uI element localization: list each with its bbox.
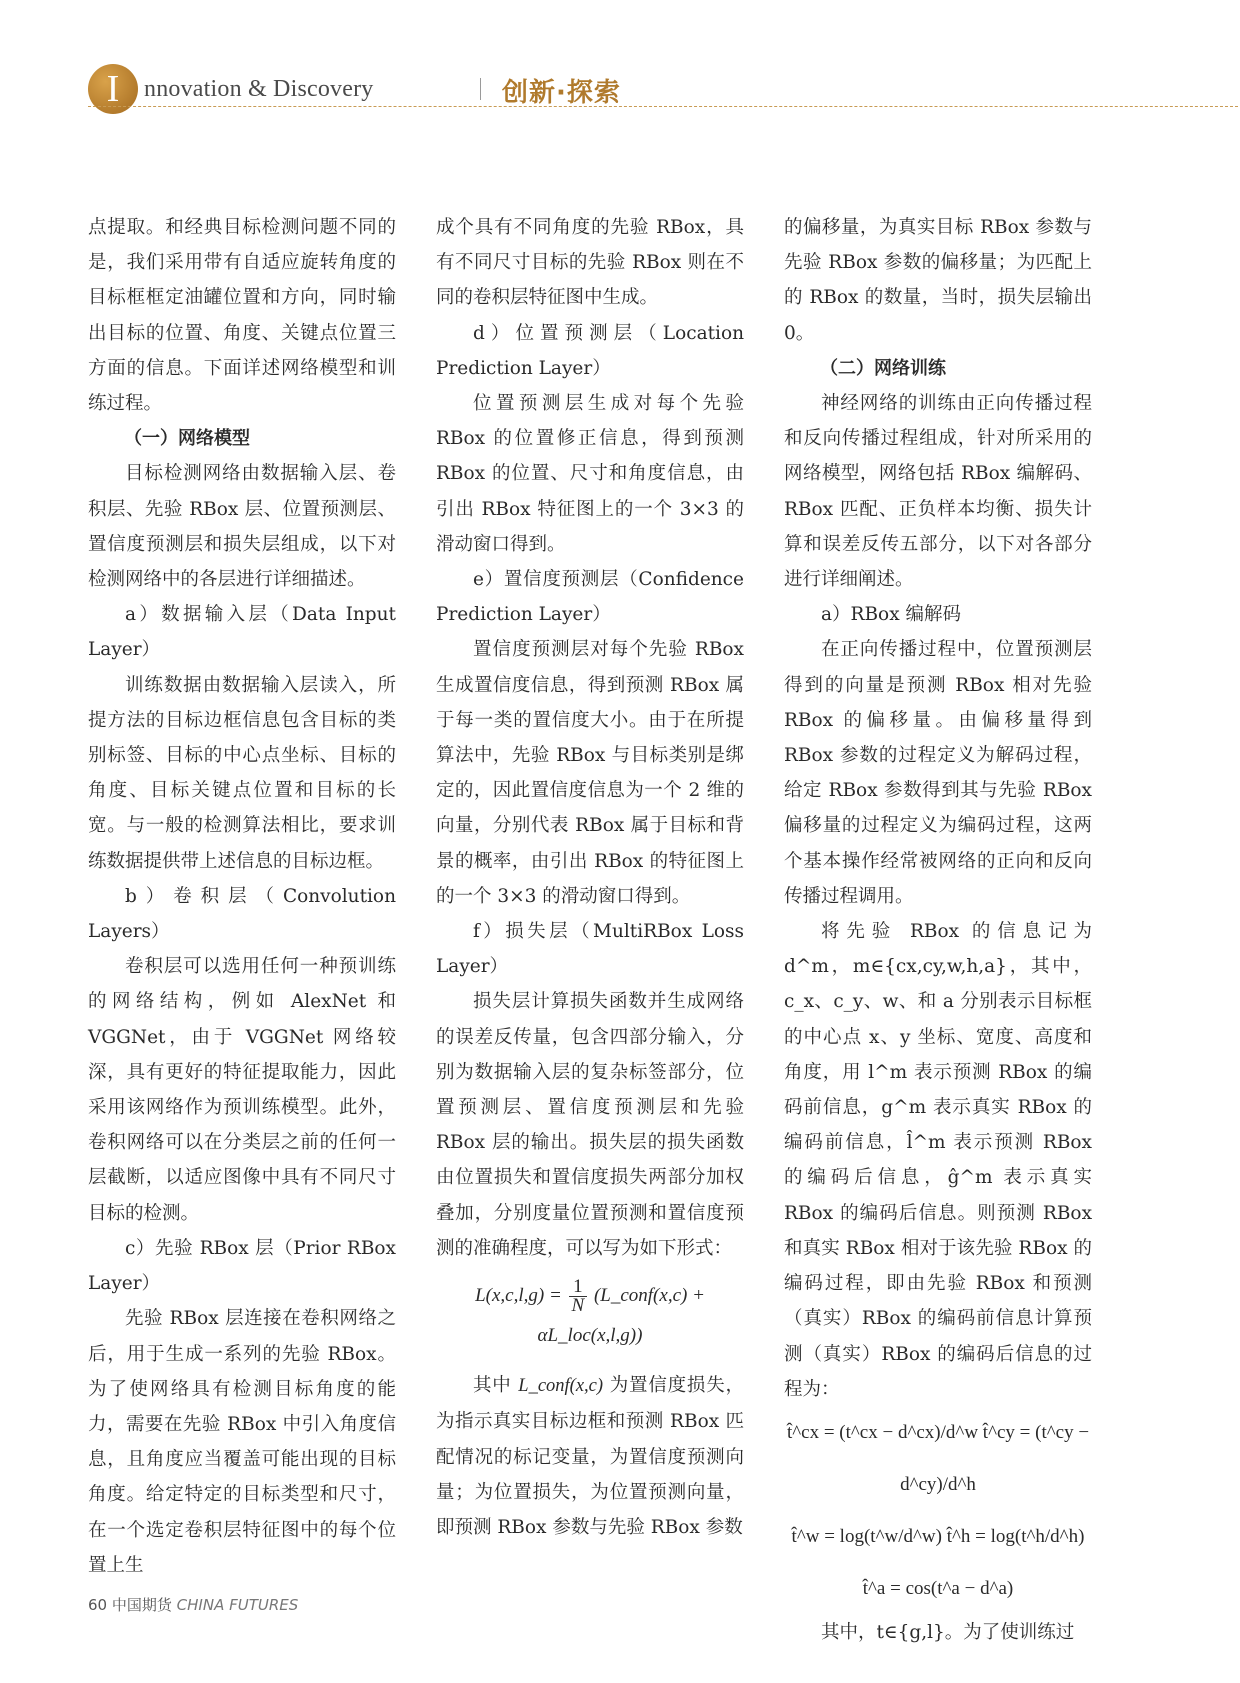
paragraph-text: 其中 (473, 1375, 512, 1397)
column-2 (436, 210, 744, 1545)
paragraph: 损失层计算损失函数并生成网络的误差反传量，包含四部分输入，分别为数据输入层的复杂标签部分，位置预测层、置信度预测层和先验 RBox 层的输出。损失层的损失函数由位置损失和置信度损失两部分加权叠加，分别度量位置预测和置信度预测的准确程度，可以写为如下形式： (436, 991, 744, 1259)
paragraph: 在正向传播过程中，位置预测层得到的向量是预测 RBox 相对先验 RBox 的偏移量。由偏移量得到 RBox 参数的过程定义为解码过程，给定 RBox 参数得到其与先验 RBox 偏移量的过程定义为编码过程，这两个基本操作经常被网络的正向和反向传播过程调用。 (784, 639, 1092, 907)
subsection-heading: a）RBox 编解码 (821, 604, 962, 626)
equation-fraction (569, 1278, 588, 1315)
paragraph (436, 1368, 744, 1545)
paragraph: 位置预测层生成对每个先验 RBox 的位置修正信息，得到预测 RBox 的位置、尺寸和角度信息，由引出 RBox 特征图上的一个 3×3 的滑动窗口得到。 (436, 393, 744, 555)
section-heading: （二）网络训练 (820, 357, 946, 379)
subsection-heading: e）置信度预测层（Confidence Prediction Layer） (436, 569, 744, 626)
subsection-heading: c）先验 RBox 层（Prior RBox Layer） (88, 1237, 396, 1295)
paragraph: 置信度预测层对每个先验 RBox 生成置信度信息，得到预测 RBox 属于每一类的置信度大小。由于在所提算法中，先验 RBox 与目标类别是绑定的，因此置信度信息为一个 2 维的向量，分别代表 RBox 属于目标和背景的概率，由引出 RBox 的特征图上的一个 3×3 的滑动窗口得到。 (436, 639, 744, 907)
section-title-cn: 创新·探索 (502, 78, 621, 108)
magazine-name-cn: 中国期货 (111, 1596, 172, 1614)
paragraph: 训练数据由数据输入层读入，所提方法的目标边框信息包含目标的类别标签、目标的中心点坐标、目标的角度、目标关键点位置和目标的长宽。与一般的检测算法相比，要求训练数据提供带上述信息的目标边框。 (88, 674, 396, 872)
subsection-heading: f）损失层（MultiRBox Loss Layer） (436, 921, 744, 978)
paragraph: 的偏移量，为真实目标 RBox 参数与先验 RBox 参数的偏移量；为匹配上的 RBox 的数量，当时，损失层输出 0。 (784, 217, 1092, 344)
subsection-heading: d）位置预测层（Location Prediction Layer） (436, 322, 744, 379)
equation-rhs: (L_conf(x,c) + αL_loc(x,l,g)) (537, 1285, 705, 1347)
magazine-name-en: CHINA FUTURES (176, 1596, 299, 1614)
paragraph: 先验 RBox 层连接在卷积网络之后，用于生成一系列的先验 RBox。为了使网络具有检测目标角度的能力，需要在先验 RBox 中引入角度信息，且角度应当覆盖可能出现的目标角度。给定特定的目标类型和尺寸，在一个选定卷积层特征图中的每个位置上生 (88, 1308, 396, 1576)
page-number: 60 (88, 1596, 108, 1614)
section-heading: （一）网络模型 (124, 428, 250, 450)
fraction-numerator: 1 (569, 1278, 588, 1297)
paragraph: 将先验 RBox 的信息记为 d^m，m∈{cx,cy,w,h,a}，其中，c_x、c_y、w、和 a 分别表示目标框的中心点 x、y 坐标、宽度、高度和角度，用 l^m 表示预测 RBox 的编码前信息，g^m 表示真实 RBox 的编码前信息，l̂^m 表示预测 RBox 的编码后信息，ĝ^m 表示真实 RBox 的编码后信息。则预测 RBox 和真实 RBox 相对于该先验 RBox 的编码过程，即由先验 RBox 和预测（真实）RBox 的编码前信息计算预测（真实）RBox 的编码后信息的过程为： (784, 921, 1092, 1400)
section-logo-letter: I (106, 68, 120, 110)
paragraph-text: 为置信度损失，为指示真实目标边框和预测 RBox 匹配情况的标记变量，为置信度预测向量；为位置损失，为位置预测向量，即预测 RBox 参数与先验 RBox 参数 (436, 1375, 744, 1538)
column-1 (88, 210, 396, 1583)
encoding-equation-2: t̂^w = log(t^w/d^w) t̂^h = log(t^h/d^h) (791, 1525, 1085, 1547)
page-footer (88, 1594, 298, 1615)
inline-math: L_conf(x,c) (518, 1376, 604, 1397)
subsection-heading: a）数据输入层（Data Input Layer） (88, 604, 396, 661)
paragraph: 目标检测网络由数据输入层、卷积层、先验 RBox 层、位置预测层、置信度预测层和损失层组成，以下对检测网络中的各层进行详细描述。 (88, 463, 396, 591)
column-3 (784, 210, 1092, 1650)
header-dashed-rule (88, 106, 1238, 107)
encoding-equation-1: t̂^cx = (t^cx − d^cx)/d^w t̂^cy = (t^cy − d^cy)/d^h (786, 1421, 1090, 1495)
paragraph: 成个具有不同角度的先验 RBox，具有不同尺寸目标的先验 RBox 则在不同的卷积层特征图中生成。 (436, 217, 744, 309)
equation-lhs: L(x,c,l,g) = (475, 1285, 562, 1307)
paragraph: 卷积层可以选用任何一种预训练的网络结构，例如 AlexNet 和 VGGNet，由于 VGGNet 网络较深，具有更好的特征提取能力，因此采用该网络作为预训练模型。此外，卷积网络可以在分类层之前的任何一层截断，以适应图像中具有不同尺寸目标的检测。 (88, 956, 396, 1224)
encoding-equation-3: t̂^a = cos(t^a − d^a) (862, 1577, 1014, 1599)
section-title-en: nnovation & Discovery (144, 76, 374, 102)
paragraph: 点提取。和经典目标检测问题不同的是，我们采用带有自适应旋转角度的目标框框定油罐位置和方向，同时输出目标的位置、角度、关键点位置三方面的信息。下面详述网络模型和训练过程。 (88, 217, 396, 415)
subsection-heading: b）卷积层（Convolution Layers） (88, 885, 396, 943)
fraction-denominator: N (571, 1295, 585, 1317)
page-header (88, 60, 1240, 120)
loss-equation (436, 1276, 744, 1356)
paragraph: 神经网络的训练由正向传播过程和反向传播过程组成，针对所采用的网络模型，网络包括 RBox 编解码、RBox 匹配、正负样本均衡、损失计算和误差反传五部分，以下对各部分进行详细阐述。 (784, 393, 1092, 591)
header-divider (480, 78, 481, 100)
paragraph: 其中，t∈{g,l}。为了使训练过 (821, 1621, 1075, 1643)
